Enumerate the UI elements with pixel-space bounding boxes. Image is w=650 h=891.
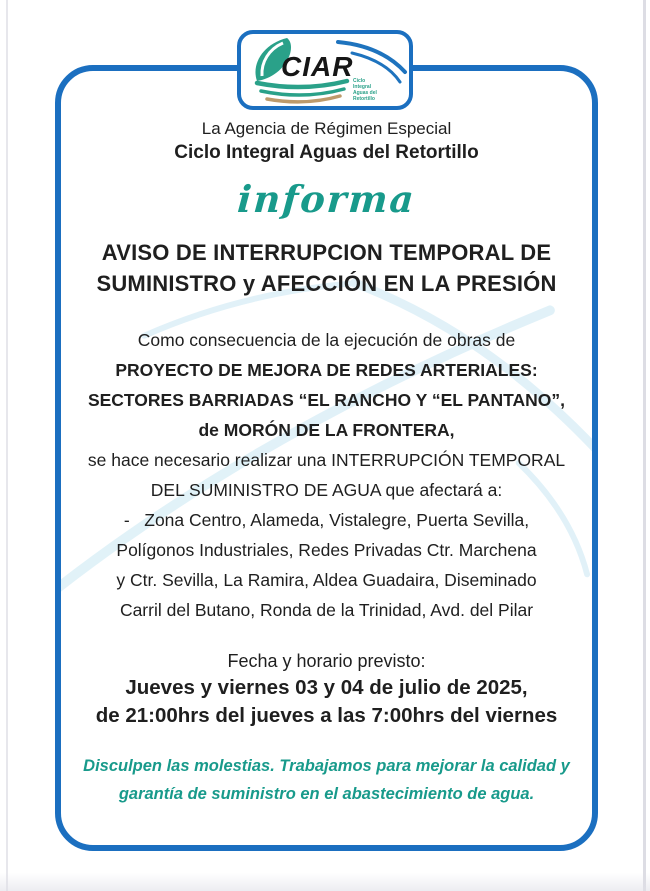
page-edge-shadow <box>0 873 650 891</box>
affected-areas-line-4: Carril del Butano, Ronda de la Trinidad, Avd. del Pilar <box>119 600 534 620</box>
logo-subtext-line: Retortillo <box>353 96 375 102</box>
necessity-line-1: se hace necesario realizar una INTERRUPCIÓN TEMPORAL <box>87 450 566 470</box>
ciar-wordmark: CIAR <box>281 51 354 82</box>
ciar-logo-graphic <box>241 34 409 106</box>
logo-subtext-line: Ciclo <box>353 78 366 84</box>
project-line-3: de MORÓN DE LA FRONTERA, <box>198 420 455 440</box>
ciar-logo <box>237 30 413 110</box>
project-line-2: SECTORES BARRIADAS “EL RANCHO Y “EL PANTANO”, <box>87 390 566 410</box>
logo-subtext-line: Integral <box>353 84 372 90</box>
notice-title-line-2: SUMINISTRO y AFECCIÓN EN LA PRESIÓN <box>96 271 557 296</box>
schedule-label: Fecha y horario previsto: <box>227 651 426 671</box>
agency-line: La Agencia de Régimen Especial <box>201 119 452 138</box>
logo-subtext-line: Aguas del <box>353 90 377 96</box>
schedule-date-line: Jueves y viernes 03 y 04 de julio de 2025, <box>125 676 528 699</box>
page-edge-left <box>6 0 8 891</box>
apology-note <box>67 752 586 808</box>
affected-areas-line-2: Polígonos Industriales, Redes Privadas Ctr. Marchena <box>116 540 537 560</box>
necessity-line-2: DEL SUMINISTRO DE AGUA que afectará a: <box>150 480 503 500</box>
agency-name: Ciclo Integral Aguas del Retortillo <box>174 142 479 163</box>
informa-script: informa <box>235 177 418 221</box>
apology-line-2: garantía de suministro en el abastecimiento de agua. <box>118 785 535 803</box>
schedule-hours-line: de 21:00hrs del jueves a las 7:00hrs del viernes <box>95 704 558 727</box>
notice-title-line-1: AVISO DE INTERRUPCION TEMPORAL DE <box>101 240 552 265</box>
apology-line-1: Disculpen las molestias. Trabajamos para mejorar la calidad y <box>83 757 570 775</box>
notice-title <box>67 237 586 299</box>
notice-content <box>61 71 592 808</box>
notice-body <box>67 325 586 625</box>
logo-subtext <box>353 78 378 102</box>
tan-swoosh-icon <box>267 96 340 102</box>
project-line-1: PROYECTO DE MEJORA DE REDES ARTERIALES: <box>115 360 538 380</box>
teal-swoosh-icon <box>261 89 344 95</box>
affected-areas-line-1: - Zona Centro, Alameda, Vistalegre, Puerta Sevilla, <box>123 510 530 530</box>
notice-border-frame <box>55 65 598 851</box>
body-intro: Como consecuencia de la ejecución de obras de <box>137 330 516 350</box>
page-edge-right <box>643 0 646 891</box>
affected-areas-line-3: y Ctr. Sevilla, La Ramira, Aldea Guadaira, Diseminado <box>116 570 537 590</box>
